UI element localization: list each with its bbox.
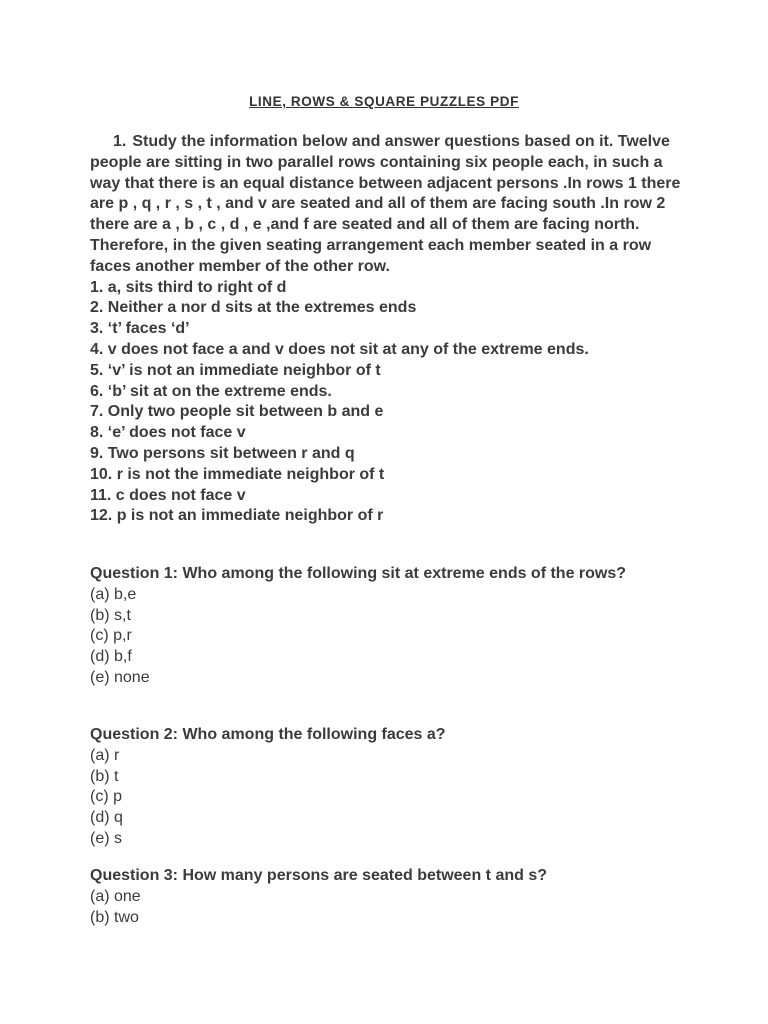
question-3: [90, 866, 690, 928]
rules-list: [90, 278, 690, 528]
answer-option: (e) none: [90, 668, 150, 686]
intro-paragraph: [90, 132, 690, 278]
rule-item: 6. ‘b’ sit at on the extreme ends.: [90, 382, 332, 400]
question-text: Question 1: Who among the following sit at extreme ends of the rows?: [90, 565, 627, 582]
answer-option: (b) t: [90, 767, 119, 785]
answer-option: (c) p: [90, 788, 122, 806]
answer-option: (d) q: [90, 809, 123, 827]
answer-option: (a) one: [90, 887, 141, 905]
answer-option: (c) p,r: [90, 627, 132, 645]
answer-option: (b) s,t: [90, 606, 131, 624]
document-title: LINE, ROWS & SQUARE PUZZLES PDF: [249, 94, 519, 109]
intro-text: Study the information below and answer questions based on it. Twelve people are sitting in two parallel rows containing six people each, in such a way that there is an equal distance between adjacent persons .In rows 1 there are p , q , r , s , t , and v are seated and all of them are facing south .In row 2 there are a , b , c , d , e ,and f are seated and all of them are facing north. Therefore, in the given seating arrangement each member seated in a row faces another member of the other row.: [90, 133, 681, 275]
answer-option: (a) b,e: [90, 585, 137, 603]
question-1: [90, 564, 690, 689]
answer-option: (d) b,f: [90, 648, 132, 666]
rule-item: 10. r is not the immediate neighbor of t: [90, 465, 385, 483]
rule-item: 2. Neither a nor d sits at the extremes ends: [90, 299, 417, 317]
question-2: [90, 725, 690, 850]
rule-item: 12. p is not an immediate neighbor of r: [90, 507, 384, 525]
answer-option: (a) r: [90, 746, 120, 764]
rule-item: 3. ‘t’ faces ‘d’: [90, 320, 190, 338]
rule-item: 5. ‘v’ is not an immediate neighbor of t: [90, 361, 381, 379]
rule-item: 8. ‘e’ does not face v: [90, 424, 246, 442]
intro-number: 1.: [113, 133, 127, 150]
intro-section: [90, 132, 690, 527]
rule-item: 11. c does not face v: [90, 486, 246, 504]
question-text: Question 2: Who among the following faces a?: [90, 726, 446, 743]
rule-item: 7. Only two people sit between b and e: [90, 403, 384, 421]
answer-option: (e) s: [90, 829, 122, 847]
answer-option: (b) two: [90, 908, 139, 926]
rule-item: 4. v does not face a and v does not sit at any of the extreme ends.: [90, 340, 589, 358]
question-text: Question 3: How many persons are seated between t and s?: [90, 867, 548, 884]
rule-item: 9. Two persons sit between r and q: [90, 444, 355, 462]
rule-item: 1. a, sits third to right of d: [90, 278, 287, 296]
